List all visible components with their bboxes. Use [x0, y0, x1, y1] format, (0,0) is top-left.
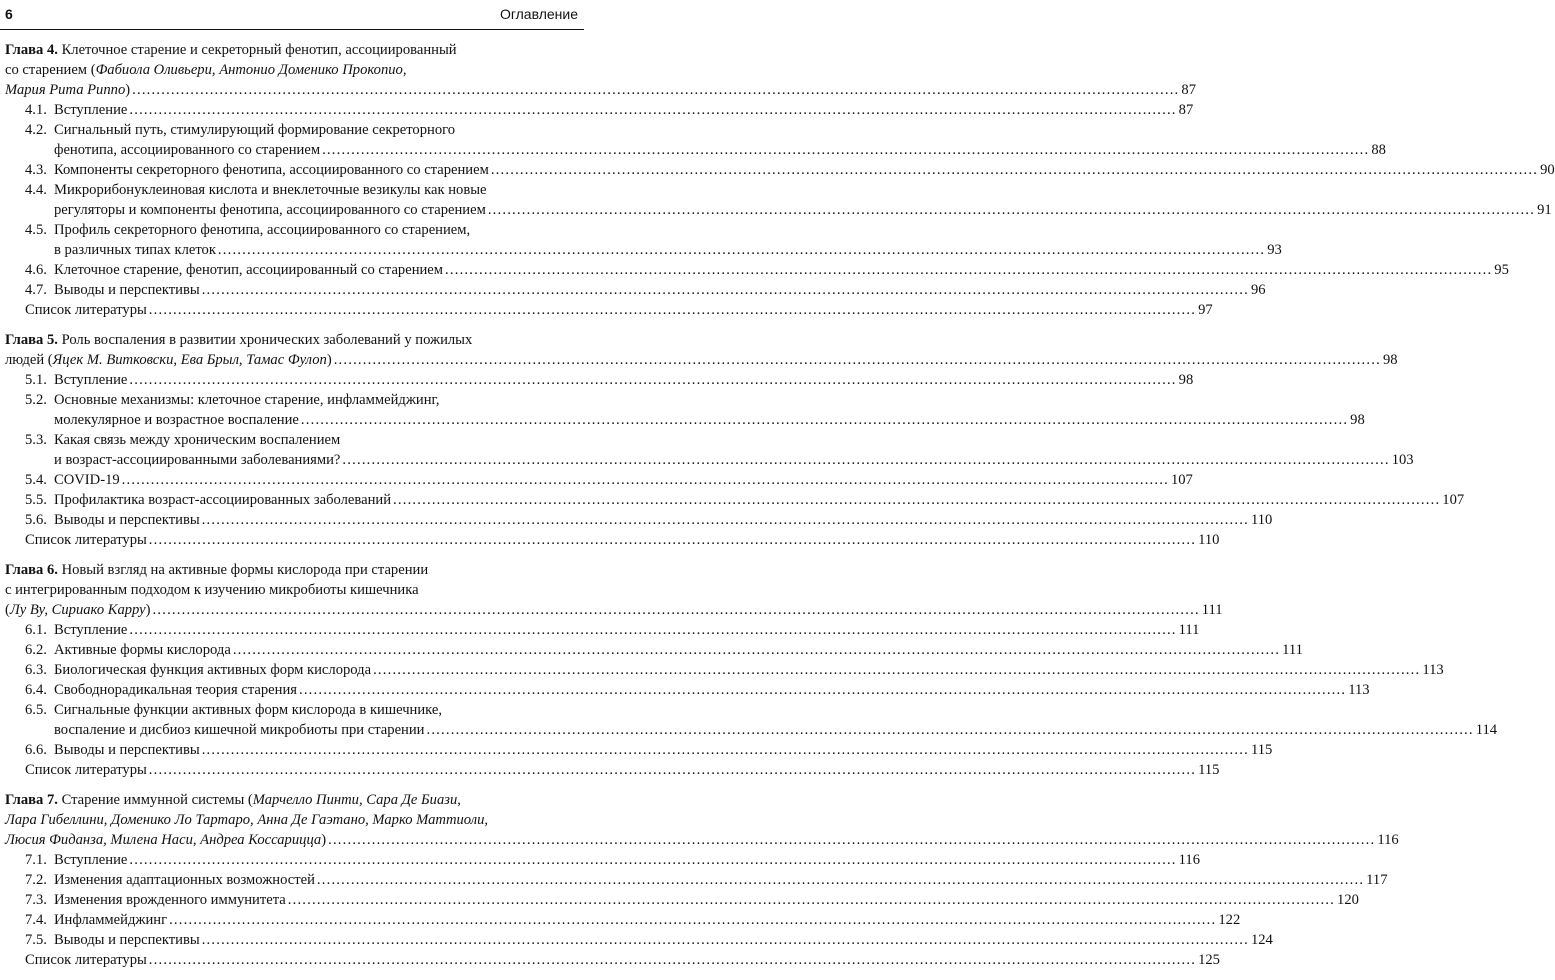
- dot-leader: [328, 830, 1375, 850]
- dot-leader: [342, 450, 1389, 470]
- section-title: и возраст-ассоциированными заболеваниями?: [54, 452, 341, 468]
- toc-entry[interactable]: [5, 470, 1193, 490]
- page-ref: 98: [1382, 352, 1398, 368]
- chapter-authors: Фабиола Оливьери, Антонио Доменико Прокопио,: [95, 62, 407, 78]
- dot-leader: [322, 140, 1369, 160]
- page-ref: 113: [1422, 662, 1444, 678]
- toc-entry[interactable]: [5, 660, 1444, 680]
- page-ref: 87: [1181, 82, 1196, 98]
- page-ref: 115: [1250, 742, 1273, 758]
- dot-leader: [233, 640, 1280, 660]
- section-title: Какая связь между хроническим воспалением: [54, 432, 341, 448]
- section-number: 5.2.: [25, 392, 47, 408]
- chapter-title: людей (: [5, 352, 53, 368]
- chapter-label: Глава 4.: [5, 42, 58, 58]
- page-ref: 111: [1201, 602, 1223, 618]
- toc-entry[interactable]: [5, 180, 576, 200]
- section-number: 4.6.: [25, 262, 47, 278]
- page-ref: 116: [1178, 852, 1200, 868]
- dot-leader: [129, 620, 1176, 640]
- chapter-title-line: [5, 580, 576, 600]
- chapter-authors: Люсия Фиданза, Милена Наси, Андреа Коссарицца: [5, 832, 322, 848]
- section-title: Активные формы кислорода: [54, 642, 231, 658]
- chapter-title: с интегрированным подходом к изучению микробиоты кишечника: [5, 582, 419, 598]
- section-title: Свободнорадикальная теория старения: [54, 682, 297, 698]
- toc-entry[interactable]: [5, 220, 576, 240]
- dot-leader: [149, 760, 1196, 780]
- section-number: 4.2.: [25, 122, 47, 138]
- section-number: 7.3.: [25, 892, 47, 908]
- toc-entry-references[interactable]: [5, 760, 1220, 780]
- toc-entry[interactable]: [5, 640, 1303, 660]
- section-number: 7.2.: [25, 872, 47, 888]
- dot-leader: [334, 350, 1381, 370]
- chapter-title-line: [5, 330, 576, 350]
- dot-leader: [317, 870, 1364, 890]
- dot-leader: [129, 370, 1176, 390]
- section-title: Вступление: [54, 622, 128, 638]
- section-title: Выводы и перспективы: [54, 512, 200, 528]
- section-number: 4.7.: [25, 282, 47, 298]
- section-title: Сигнальный путь, стимулирующий формирование секреторного: [54, 122, 456, 138]
- dot-leader: [288, 890, 1335, 910]
- dot-leader: [488, 200, 1535, 220]
- page-ref: 110: [1250, 512, 1273, 528]
- dot-leader: [393, 490, 1440, 510]
- page-ref: 98: [1178, 372, 1194, 388]
- chapter-6: [5, 560, 1498, 780]
- section-number: 6.5.: [25, 702, 47, 718]
- page-ref: 103: [1391, 452, 1414, 468]
- section-title: Основные механизмы: клеточное старение, инфламмейджинг,: [54, 392, 440, 408]
- toc-entry[interactable]: [5, 390, 576, 410]
- toc-entry[interactable]: [5, 510, 1273, 530]
- section-title: Клеточное старение, фенотип, ассоциированный со старением: [54, 262, 444, 278]
- chapter-title: ): [326, 352, 332, 368]
- toc-entry[interactable]: [5, 430, 576, 450]
- toc-entry[interactable]: [5, 930, 1273, 950]
- section-title: Список литературы: [25, 532, 147, 548]
- chapter-title: со старением (: [5, 62, 96, 78]
- chapter-title-line: [5, 810, 576, 830]
- section-title: Изменения адаптационных возможностей: [54, 872, 315, 888]
- page-ref: 113: [1348, 682, 1370, 698]
- toc-entry[interactable]: [5, 120, 576, 140]
- section-number: 7.5.: [25, 932, 47, 948]
- page-ref: 90: [1540, 162, 1555, 178]
- section-title: Инфламмейджинг: [54, 912, 168, 928]
- page-header: [0, 0, 584, 30]
- chapter-title-line: [5, 560, 576, 580]
- toc-entry[interactable]: [5, 890, 1359, 910]
- toc-entry-continued[interactable]: [5, 410, 1365, 430]
- section-title: Биологическая функция активных форм кислорода: [54, 662, 372, 678]
- page-ref: 111: [1282, 642, 1303, 658]
- chapter-title: ): [145, 602, 151, 618]
- page-ref: 114: [1475, 722, 1498, 738]
- section-title: Выводы и перспективы: [54, 742, 200, 758]
- section-title: регуляторы и компоненты фенотипа, ассоциированного со старением: [54, 202, 486, 218]
- dot-leader: [149, 300, 1196, 320]
- section-number: 6.1.: [25, 622, 47, 638]
- section-title: Список литературы: [25, 302, 147, 318]
- section-title: Изменения врожденного иммунитета: [54, 892, 286, 908]
- toc-entry-continued[interactable]: [5, 140, 1386, 160]
- dot-leader: [149, 950, 1196, 970]
- toc-entry-continued[interactable]: [5, 450, 1414, 470]
- chapter-title: (: [5, 602, 10, 618]
- page-ref: 107: [1442, 492, 1465, 508]
- dot-leader: [202, 510, 1249, 530]
- page-ref: 95: [1494, 262, 1509, 278]
- dot-leader: [202, 930, 1249, 950]
- section-title: молекулярное и возрастное воспаление: [54, 412, 299, 428]
- page-ref: 98: [1350, 412, 1365, 428]
- chapter-title-line: [5, 790, 576, 810]
- chapter-5: [5, 330, 1465, 550]
- section-number: 4.5.: [25, 222, 47, 238]
- section-title: в различных типах клеток: [54, 242, 216, 258]
- toc-entry[interactable]: [5, 620, 1200, 640]
- page-ref: 120: [1337, 892, 1359, 908]
- page-ref: 88: [1371, 142, 1386, 158]
- chapter-title: Клеточное старение и секреторный фенотип, ассоциированный: [61, 42, 457, 58]
- chapter-title-line: [5, 40, 576, 60]
- toc-entry[interactable]: [5, 850, 1200, 870]
- section-number: 5.1.: [25, 372, 47, 388]
- page-ref: 125: [1198, 952, 1220, 968]
- section-title: Выводы и перспективы: [54, 282, 200, 298]
- section-title: COVID-19: [54, 472, 120, 488]
- section-title: Вступление: [54, 102, 128, 118]
- dot-leader: [491, 160, 1538, 180]
- chapter-label: Глава 5.: [5, 332, 58, 348]
- section-number: 4.3.: [25, 162, 47, 178]
- toc-entry-references[interactable]: [5, 530, 1220, 550]
- chapter-title: Старение иммунной системы (: [61, 792, 253, 808]
- dot-leader: [218, 240, 1265, 260]
- chapter-title-line[interactable]: [5, 830, 1399, 850]
- page-ref: 110: [1198, 532, 1220, 548]
- section-number: 5.4.: [25, 472, 47, 488]
- section-title: Профилактика возраст-ассоциированных заболеваний: [54, 492, 392, 508]
- section-number: 7.1.: [25, 852, 47, 868]
- toc-entry[interactable]: [5, 740, 1273, 760]
- section-number: 6.4.: [25, 682, 47, 698]
- chapter-title: Новый взгляд на активные формы кислорода при старении: [61, 562, 429, 578]
- dot-leader: [129, 100, 1176, 120]
- page-ref: 117: [1366, 872, 1388, 888]
- chapter-title-line[interactable]: [5, 350, 1398, 370]
- chapter-4: [5, 40, 1555, 320]
- page-ref: 91: [1537, 202, 1552, 218]
- section-title: фенотипа, ассоциированного со старением: [54, 142, 321, 158]
- chapter-authors: Яцек М. Витковски, Ева Брыл, Тамас Фулоп: [52, 352, 327, 368]
- dot-leader: [373, 660, 1420, 680]
- toc-entry[interactable]: [5, 490, 1465, 510]
- chapter-authors: Лара Гибеллини, Доменико Ло Тартаро, Анна Де Гаэтано, Марко Маттиоли,: [5, 812, 489, 828]
- chapter-label: Глава 7.: [5, 792, 58, 808]
- section-number: 6.2.: [25, 642, 47, 658]
- chapter-title-line[interactable]: [5, 80, 1196, 100]
- section-title: Список литературы: [25, 762, 147, 778]
- section-title: Компоненты секреторного фенотипа, ассоциированного со старением: [54, 162, 489, 178]
- page-ref: 115: [1198, 762, 1220, 778]
- chapter-title: Роль воспаления в развитии хронических заболеваний у пожилых: [61, 332, 473, 348]
- toc-entry[interactable]: [5, 160, 1555, 180]
- toc-entry[interactable]: [5, 280, 1266, 300]
- section-title: Список литературы: [25, 952, 147, 968]
- dot-leader: [129, 850, 1176, 870]
- dot-leader: [202, 280, 1249, 300]
- page-number: 6: [5, 6, 13, 22]
- section-number: 5.6.: [25, 512, 47, 528]
- chapter-authors: Мария Рита Риппо: [5, 82, 126, 98]
- chapter-title-line[interactable]: [5, 600, 1223, 620]
- section-number: 6.6.: [25, 742, 47, 758]
- section-number: 7.4.: [25, 912, 47, 928]
- dot-leader: [132, 80, 1179, 100]
- dot-leader: [426, 720, 1473, 740]
- toc-entry[interactable]: [5, 370, 1194, 390]
- chapter-title: ): [125, 82, 131, 98]
- section-title: Профиль секреторного фенотипа, ассоциированного со старением,: [54, 222, 471, 238]
- page-ref: 87: [1178, 102, 1194, 118]
- section-title: Сигнальные функции активных форм кислорода в кишечнике,: [54, 702, 443, 718]
- dot-leader: [149, 530, 1196, 550]
- toc-entry-references[interactable]: [5, 300, 1213, 320]
- toc-entry[interactable]: [5, 910, 1241, 930]
- toc-entry-references[interactable]: [5, 950, 1220, 970]
- page-ref: 122: [1218, 912, 1241, 928]
- section-title: Вступление: [54, 852, 128, 868]
- toc-entry-continued[interactable]: [5, 240, 1282, 260]
- chapter-label: Глава 6.: [5, 562, 58, 578]
- toc-entry-continued[interactable]: [5, 200, 1552, 220]
- dot-leader: [202, 740, 1249, 760]
- section-title: Выводы и перспективы: [54, 932, 200, 948]
- toc-entry[interactable]: [5, 680, 1370, 700]
- dot-leader: [169, 910, 1216, 930]
- toc-entry[interactable]: [5, 260, 1509, 280]
- section-title: воспаление и дисбиоз кишечной микробиоты при старении: [54, 722, 425, 738]
- section-number: 5.3.: [25, 432, 47, 448]
- chapter-authors: Лу Ву, Сириако Карру: [9, 602, 146, 618]
- section-number: 4.1.: [25, 102, 47, 118]
- chapter-title-line: [5, 60, 576, 80]
- section-number: 6.3.: [25, 662, 47, 678]
- dot-leader: [153, 600, 1200, 620]
- page-ref: 93: [1267, 242, 1282, 258]
- toc-entry-continued[interactable]: [5, 720, 1498, 740]
- page-ref: 96: [1250, 282, 1266, 298]
- page-ref: 124: [1250, 932, 1273, 948]
- chapter-title: ): [321, 832, 327, 848]
- section-number: 5.5.: [25, 492, 47, 508]
- dot-leader: [122, 470, 1169, 490]
- dot-leader: [445, 260, 1492, 280]
- page-ref: 107: [1170, 472, 1193, 488]
- toc-entry[interactable]: [5, 100, 1194, 120]
- section-title: Вступление: [54, 372, 128, 388]
- table-of-contents: [5, 40, 1555, 980]
- chapter-authors: Марчелло Пинти, Сара Де Биази,: [252, 792, 461, 808]
- chapter-7: [5, 790, 1399, 970]
- running-title: Оглавление: [499, 6, 578, 22]
- section-number: 4.4.: [25, 182, 47, 198]
- page-ref: 111: [1178, 622, 1200, 638]
- page-ref: 116: [1377, 832, 1399, 848]
- section-title: Микрорибонуклеиновая кислота и внеклеточные везикулы как новые: [54, 182, 487, 198]
- page-ref: 97: [1198, 302, 1213, 318]
- dot-leader: [299, 680, 1346, 700]
- dot-leader: [301, 410, 1348, 430]
- toc-entry[interactable]: [5, 700, 576, 720]
- toc-entry[interactable]: [5, 870, 1388, 890]
